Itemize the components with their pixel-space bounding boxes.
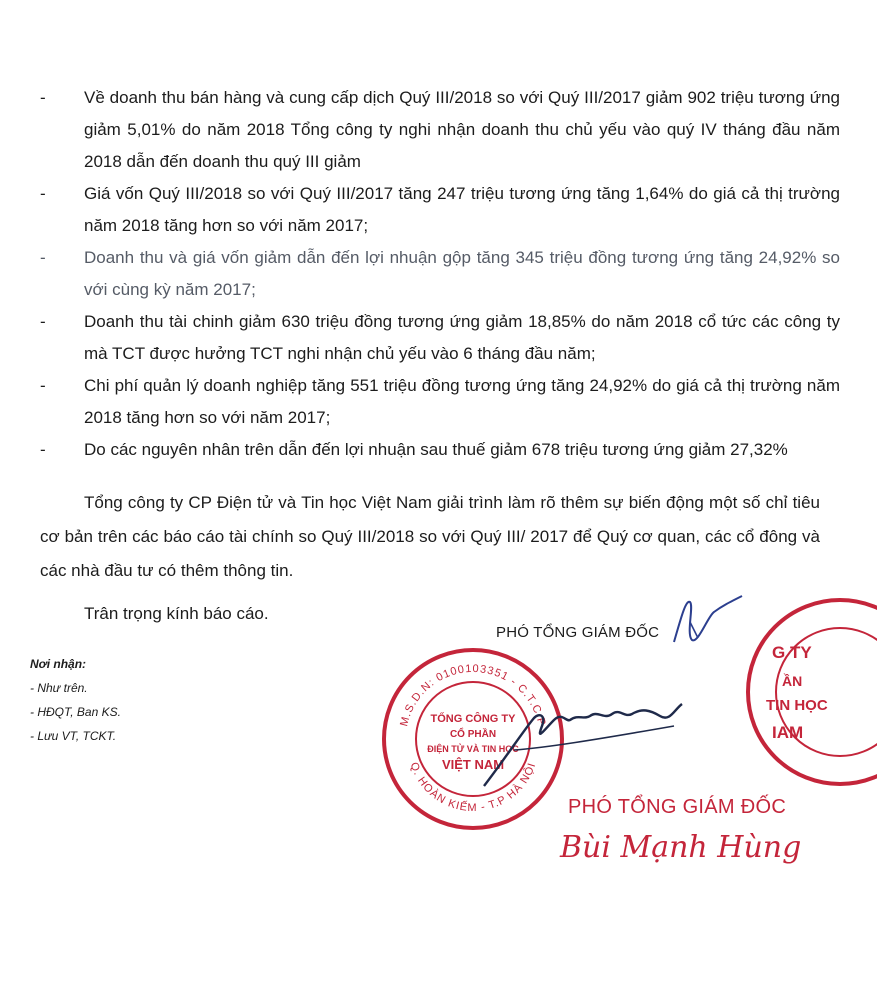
- bullet-dash: -: [40, 312, 46, 331]
- bullet-dash: -: [40, 88, 46, 107]
- closing-paragraph: Tổng công ty CP Điện tử và Tin học Việt Nam giải trình làm rõ thêm sự biến động một số chỉ tiêu cơ bản trên các báo cáo tài chính so Quý III/2018 so với Quý III/ 2017 để Quý cơ quan, các cổ đông và các nhà đầu tư có thêm thông tin.: [40, 493, 820, 580]
- recipients-block: [30, 652, 121, 748]
- recipient-item: - Lưu VT, TCKT.: [30, 729, 117, 743]
- bullet-list: [40, 82, 840, 466]
- signer-name: Bùi Mạnh Hùng: [560, 830, 802, 865]
- stamp-line-4: VIỆT NAM: [441, 757, 505, 772]
- bullet-admin-expenses: [40, 370, 840, 434]
- bullet-revenue: [40, 82, 840, 178]
- stamp-ring-top: M.S.D.N: 0100103351 - C.T.C.P: [398, 662, 548, 728]
- svg-text:TIN HỌC: TIN HỌC: [766, 697, 828, 714]
- bullet-net-profit: [40, 434, 840, 466]
- recipient-item: - HĐQT, Ban KS.: [30, 705, 121, 719]
- stamp-line-2: CỔ PHẦN: [449, 729, 497, 740]
- bullet-dash: -: [40, 440, 46, 459]
- bullet-dash: -: [40, 248, 46, 267]
- handwritten-signature-icon: [474, 690, 694, 800]
- bullet-financial-revenue: [40, 306, 840, 370]
- stamp-ring-bottom: Q. HOÀN KIẾM - T.P HÀ NỘI: [407, 760, 539, 815]
- bullet-gross-profit: [40, 242, 840, 306]
- position-title-top: PHÓ TỔNG GIÁM ĐỐC: [496, 624, 660, 641]
- regards-line: Trân trọng kính báo cáo.: [84, 604, 269, 623]
- svg-text:G TY: G TY: [772, 643, 812, 662]
- svg-text:ẦN: ẦN: [782, 673, 803, 689]
- bullet-text: Do các nguyên nhân trên dẫn đến lợi nhuận sau thuế giảm 678 triệu tương ứng giảm 27,32%: [84, 440, 788, 459]
- recipient-item: - Như trên.: [30, 681, 88, 695]
- bullet-text: Giá vốn Quý III/2018 so với Quý III/2017 tăng 247 triệu tương ứng tăng 1,64% do giá cả thị trường năm 2018 tăng hơn so với năm 2017;: [84, 184, 840, 235]
- recipients-title: Nơi nhận:: [30, 657, 87, 671]
- bullet-cost-of-goods: [40, 178, 840, 242]
- bullet-text: Doanh thu tài chinh giảm 630 triệu đồng tương ứng giảm 18,85% do năm 2018 cổ tức các công ty mà TCT được hưởng TCT nghi nhận chủ yếu vào 6 tháng đầu năm;: [84, 312, 840, 363]
- partial-stamp-icon: [742, 594, 877, 794]
- bullet-dash: -: [40, 376, 46, 395]
- signer-title: PHÓ TỔNG GIÁM ĐỐC: [568, 796, 787, 818]
- bullet-text: Về doanh thu bán hàng và cung cấp dịch Quý III/2018 so với Quý III/2017 giảm 902 triệu tương ứng giảm 5,01% do năm 2018 Tổng công ty nghi nhận doanh thu chủ yếu vào quý IV tháng đầu năm 2018 dẫn đến doanh thu quý III giảm: [84, 88, 840, 171]
- bullet-dash: -: [40, 184, 46, 203]
- stamp-line-1: TỔNG CÔNG TY: [430, 713, 516, 725]
- bullet-text: Doanh thu và giá vốn giảm dẫn đến lợi nhuận gộp tăng 345 triệu đồng tương ứng tăng 24,92% so với cùng kỳ năm 2017;: [84, 248, 840, 299]
- initial-signature-icon: [668, 594, 748, 654]
- stamp-line-3: ĐIỆN TỬ VÀ TIN HỌC: [427, 744, 519, 754]
- svg-text:IAM: IAM: [772, 723, 804, 742]
- bullet-text: Chi phí quản lý doanh nghiệp tăng 551 triệu đồng tương ứng tăng 24,92% do giá cả thị trường năm 2018 tăng hơn so với năm 2017;: [84, 376, 840, 427]
